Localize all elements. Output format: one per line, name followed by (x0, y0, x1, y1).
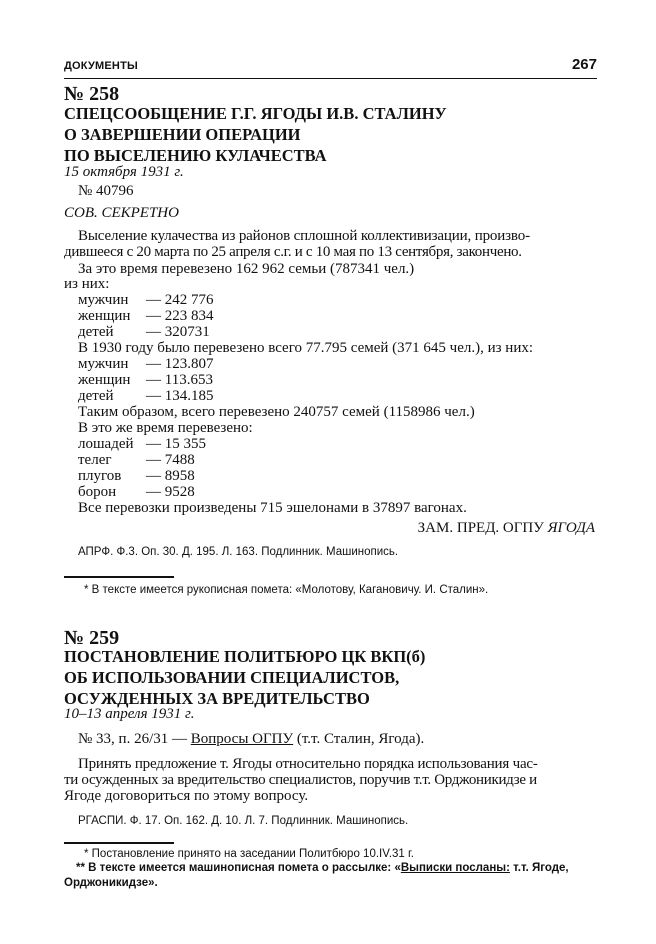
doc-259-title (64, 646, 425, 709)
doc-259-number: № 259 (64, 627, 120, 649)
doc-258-paragraph: В это же время перевезено: (78, 420, 253, 436)
stat-row: женщин — 113.653 (78, 372, 213, 388)
doc-258-title-line: ПО ВЫСЕЛЕНИЮ КУЛАЧЕСТВА (64, 146, 327, 165)
doc-259-footnote-1: * Постановление принято на заседании Политбюро 10.IV.31 г. (84, 848, 415, 860)
doc-258-paragraph: из них: (64, 276, 110, 292)
doc-258-paragraph: Таким образом, всего перевезено 240757 семей (1158986 чел.) (78, 404, 475, 420)
stat-row: женщин — 223 834 (78, 308, 214, 324)
page-number: 267 (571, 56, 597, 73)
doc-259-paragraph: ти осужденных за вредительство специалистов, поручив т.т. Орджоникидзе и (64, 772, 537, 788)
doc-259-footnote-2-cont: Орджоникидзе». (64, 877, 158, 889)
stat-row: телег — 7488 (78, 452, 195, 468)
doc-258-title-line: О ЗАВЕРШЕНИИ ОПЕРАЦИИ (64, 125, 301, 144)
doc-258-paragraph: Выселение кулачества из районов сплошной коллективизации, произво- (78, 228, 530, 244)
doc-258-title-line: СПЕЦСООБЩЕНИЕ Г.Г. ЯГОДЫ И.В. СТАЛИНУ (64, 104, 447, 123)
doc-258-number: № 258 (64, 83, 120, 105)
doc-259-paragraph: Ягоде договориться по этому вопросу. (64, 788, 309, 804)
doc-258-source: АПРФ. Ф.3. Оп. 30. Д. 195. Л. 163. Подлинник. Машинопись. (78, 546, 399, 558)
stat-row: плугов — 8958 (78, 468, 195, 484)
doc-259-footnote-2: ** В тексте имеется машинописная помета о рассылке: «Выписки посланы: т.т. Ягоде, (76, 862, 569, 874)
doc-259-title-line: ОСУЖДЕННЫХ ЗА ВРЕДИТЕЛЬСТВО (64, 689, 370, 708)
section-title: ДОКУМЕНТЫ (64, 60, 138, 72)
stat-row: мужчин — 242 776 (78, 292, 214, 308)
stat-row: детей — 134.185 (78, 388, 214, 404)
doc-258-paragraph: За это время перевезено 162 962 семьи (787341 чел.) (78, 261, 415, 277)
doc-258-paragraph: дившееся с 20 марта по 25 апреля с.г. и с 10 мая по 13 сентября, закончено. (64, 244, 522, 260)
doc-259-paragraph: Принять предложение т. Ягоды относительно порядка использования час- (78, 756, 538, 772)
doc-258-signature: ЗАМ. ПРЕД. ОГПУ ЯГОДА (417, 520, 595, 536)
doc-258-date: 15 октября 1931 г. (64, 164, 184, 180)
doc-258-reg-number: № 40796 (78, 183, 134, 199)
stat-row: мужчин — 123.807 (78, 356, 214, 372)
doc-259-protocol: № 33, п. 26/31 — Вопросы ОГПУ (т.т. Сталин, Ягода). (78, 731, 425, 747)
running-header (64, 56, 597, 79)
doc-258-classification: СОВ. СЕКРЕТНО (64, 205, 179, 221)
doc-258-paragraph: В 1930 году было перевезено всего 77.795 семей (371 645 чел.), из них: (78, 340, 534, 356)
footnote-divider (64, 842, 174, 844)
stat-row: борон — 9528 (78, 484, 195, 500)
doc-258-title (64, 103, 447, 166)
doc-259-source: РГАСПИ. Ф. 17. Оп. 162. Д. 10. Л. 7. Подлинник. Машинопись. (78, 815, 409, 827)
stat-row: лошадей — 15 355 (78, 436, 206, 452)
doc-259-title-line: ОБ ИСПОЛЬЗОВАНИИ СПЕЦИАЛИСТОВ, (64, 668, 400, 687)
stat-row: детей — 320731 (78, 324, 210, 340)
doc-258-paragraph: Все перевозки произведены 715 эшелонами в 37897 вагонах. (78, 500, 467, 516)
doc-259-title-line: ПОСТАНОВЛЕНИЕ ПОЛИТБЮРО ЦК ВКП(б) (64, 647, 426, 666)
doc-259-date: 10–13 апреля 1931 г. (64, 706, 195, 722)
footnote-divider (64, 576, 174, 578)
doc-258-footnote: * В тексте имеется рукописная помета: «Молотову, Кагановичу. И. Сталин». (84, 584, 489, 596)
